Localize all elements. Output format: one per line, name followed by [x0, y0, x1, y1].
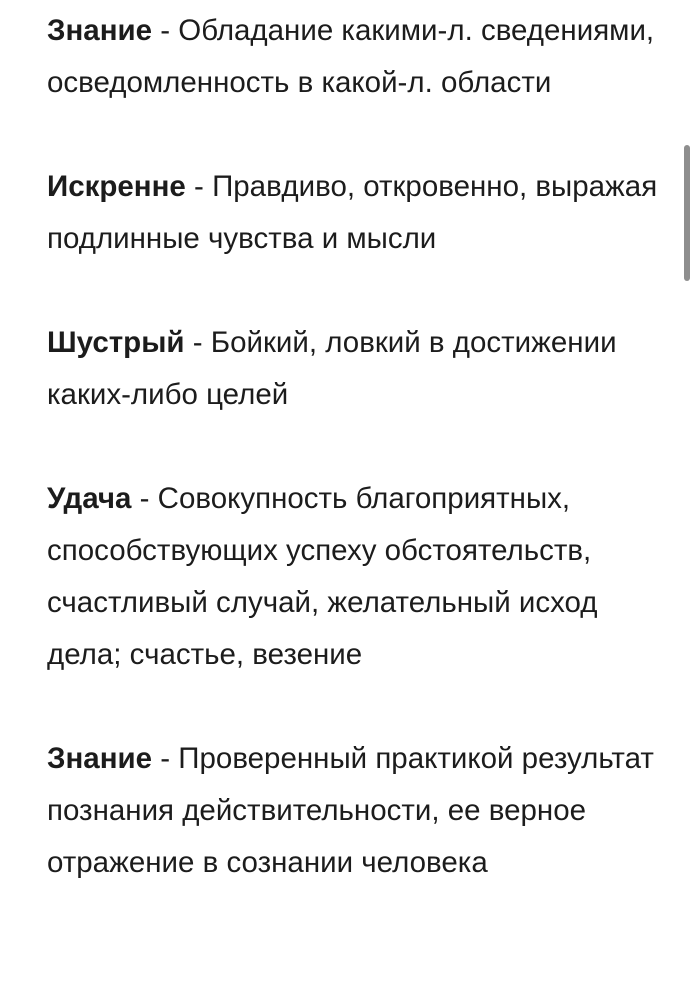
definition-term: Удача: [47, 482, 132, 515]
definition-separator: -: [152, 14, 179, 47]
definitions-list: [47, 0, 667, 889]
definition-entry: [47, 5, 667, 109]
definition-term: Искренне: [47, 170, 186, 203]
definition-entry: [47, 473, 667, 681]
definition-term: Шустрый: [47, 326, 185, 359]
definition-entry: [47, 161, 667, 265]
definition-text: Совокупность благоприятных, способствующих успеху обстоятельств, счастливый случай, желательный исход дела; счастье, везение: [47, 482, 598, 671]
definition-separator: -: [152, 742, 179, 775]
scrollbar-thumb[interactable]: [684, 145, 690, 281]
definition-text: Обладание какими-л. сведениями, осведомленность в какой-л. области: [47, 14, 655, 99]
definition-separator: -: [131, 482, 158, 515]
definition-entry: [47, 733, 667, 889]
definition-term: Знание: [47, 14, 153, 47]
definition-text: Проверенный практикой результат познания действительности, ее верное отражение в сознании человека: [47, 742, 654, 879]
definition-term: Знание: [47, 742, 153, 775]
definition-separator: -: [185, 170, 213, 203]
definition-entry: [47, 317, 667, 421]
definition-text: Правдиво, откровенно, выражая подлинные чувства и мысли: [47, 170, 658, 255]
definition-text: Бойкий, ловкий в достижении каких-либо целей: [47, 326, 617, 411]
definition-separator: -: [184, 326, 211, 359]
